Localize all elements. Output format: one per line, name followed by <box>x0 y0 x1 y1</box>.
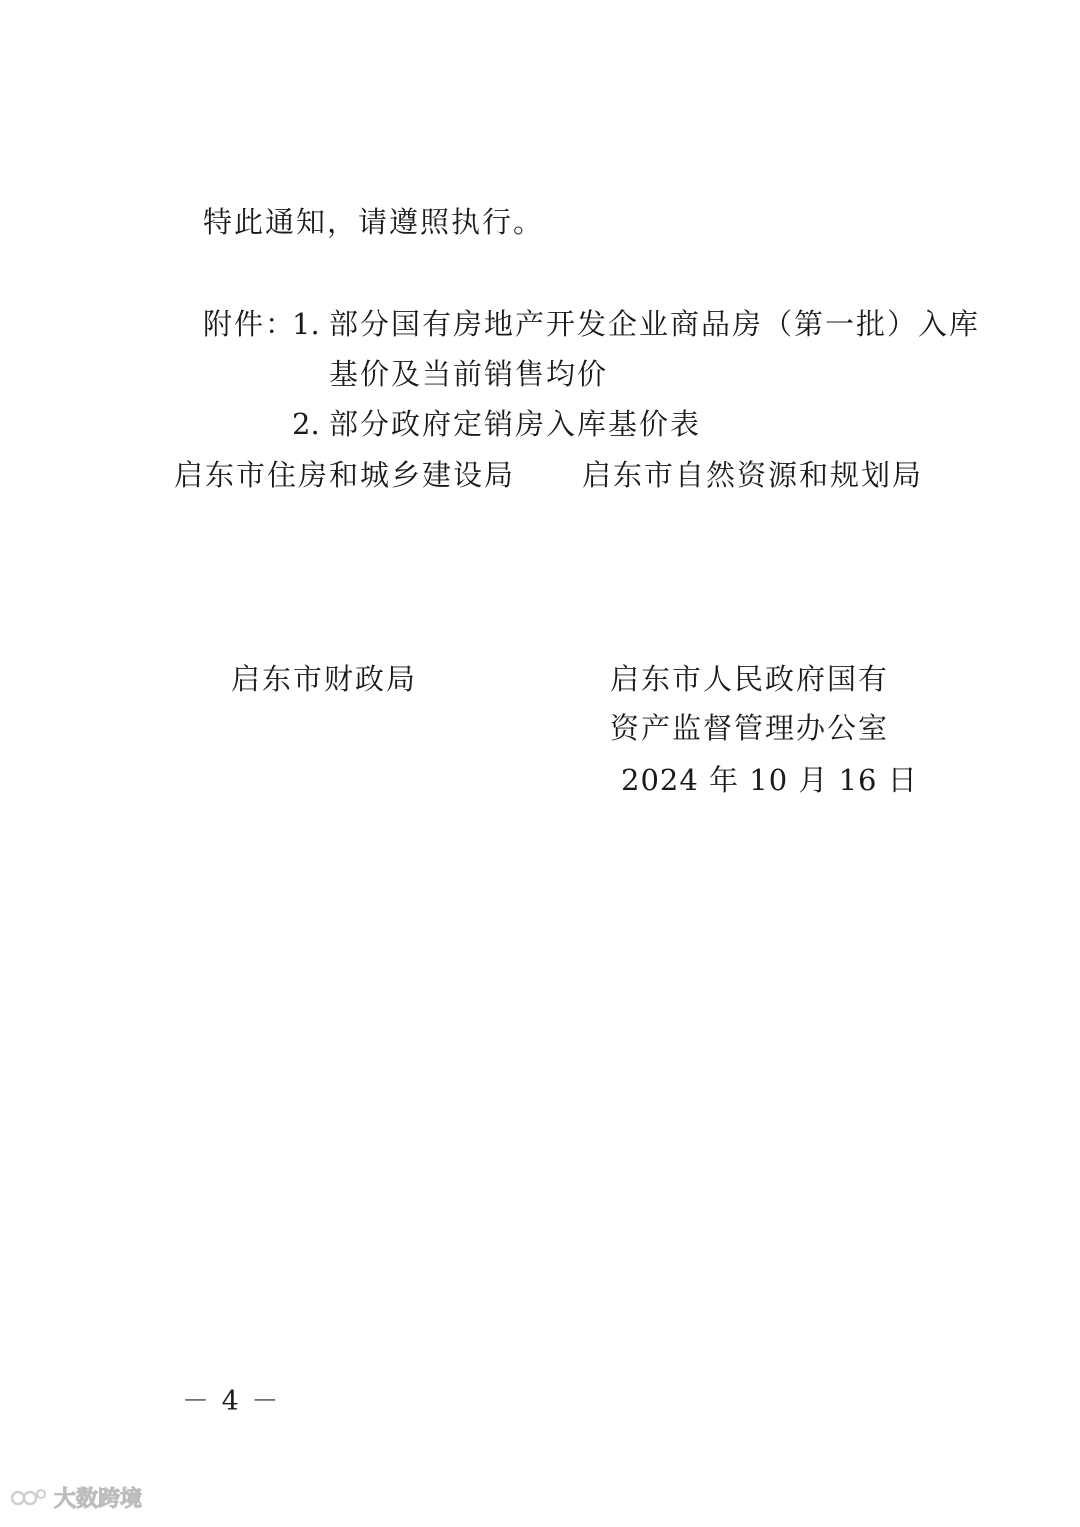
document-date: 2024 年 10 月 16 日 <box>621 763 918 797</box>
attachment-1-title-line1: 部分国有房地产开发企业商品房（第一批）入库 <box>329 307 981 341</box>
attachments-label: 附件： <box>203 307 297 341</box>
attachment-2-title: 部分政府定销房入库基价表 <box>329 407 702 441</box>
attachment-1-number: 1. <box>292 307 320 341</box>
attachment-1-title-line2: 基价及当前销售均价 <box>329 357 609 391</box>
signature-assets-office-line1: 启东市人民政府国有 <box>610 662 890 696</box>
watermark <box>10 1482 142 1513</box>
notice-text: 特此通知，请遵照执行。 <box>203 205 545 239</box>
watermark-text: 大数跨境 <box>54 1487 143 1512</box>
logo-icon <box>10 1485 48 1511</box>
signature-assets-office-line2: 资产监督管理办公室 <box>610 711 890 745</box>
signature-finance-bureau: 启东市财政局 <box>231 662 418 696</box>
signature-housing-bureau: 启东市住房和城乡建设局 <box>174 458 516 492</box>
page-number: － 4 － <box>182 1386 281 1417</box>
signature-planning-bureau: 启东市自然资源和规划局 <box>582 458 924 492</box>
attachment-2-number: 2. <box>292 407 320 441</box>
